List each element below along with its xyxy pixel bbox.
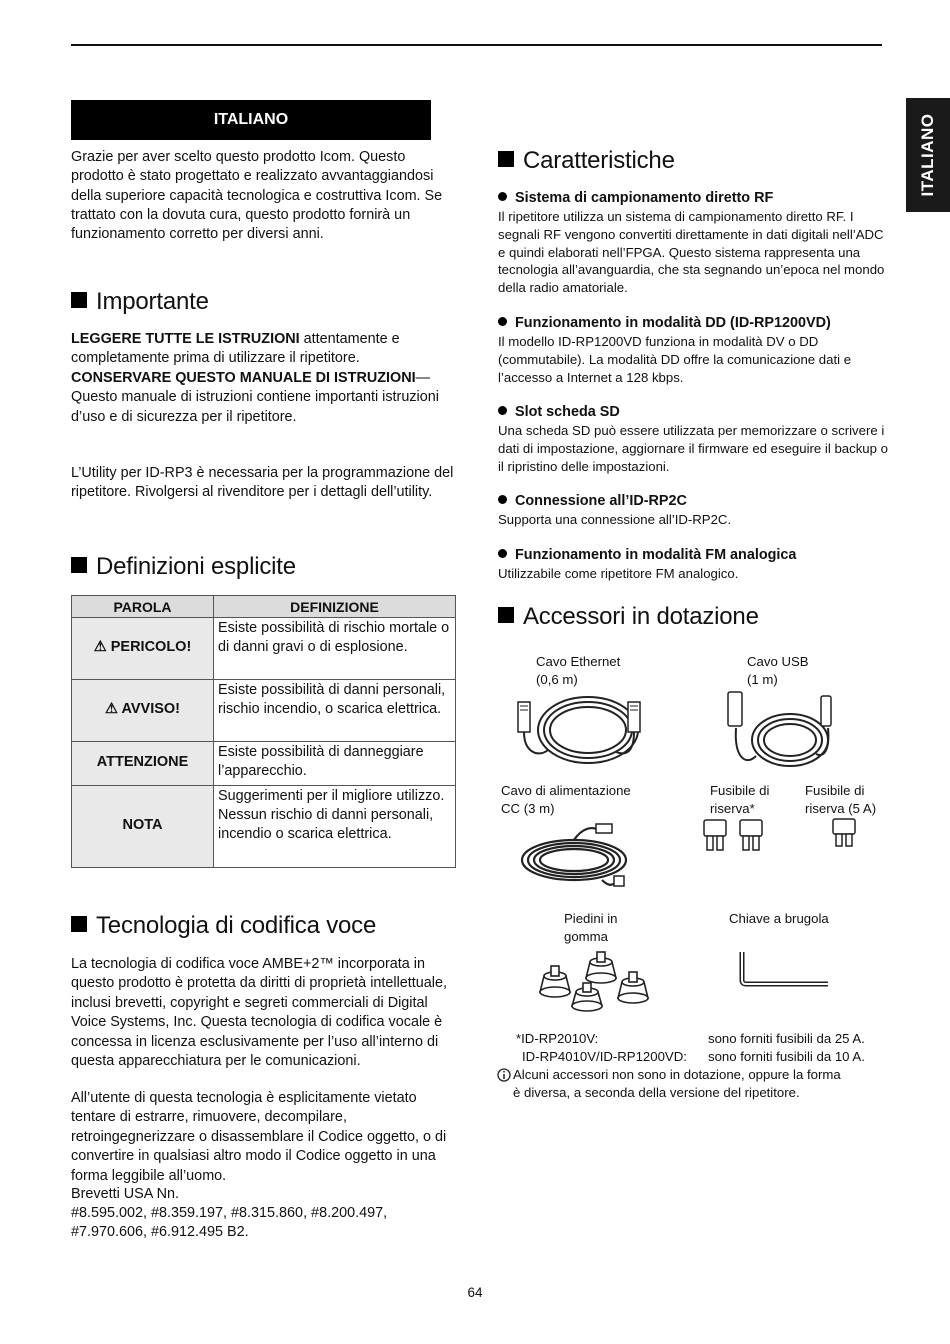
feature-heading: Connessione all’ID-RP2C <box>498 493 687 509</box>
spare-fuse-image-1 <box>700 816 770 856</box>
square-bullet-icon <box>71 557 87 573</box>
table-row <box>72 618 456 680</box>
language-header-label: ITALIANO <box>213 111 289 128</box>
row-definition-cell: Esiste possibilità di danni personali, rischio incendio, o scarica elettrica. <box>214 680 456 742</box>
codifica-paragraph-2: All’utente di questa tecnologia è esplicitamente vietato tentare di estrarre, rimuovere, decompilare, retroingegnerizzare o disassemblare il Codice oggetto, o di convertire in qualsiasi altro modo il Codice oggetto in una forma leggibile all’uomo. <box>71 1090 447 1184</box>
square-bullet-icon <box>498 607 514 623</box>
section-title-definizioni: Definizioni esplicite <box>71 553 296 581</box>
codifica-patents: #8.595.002, #8.359.197, #8.315.860, #8.200.497, #7.970.606, #6.912.495 B2. <box>71 1205 388 1241</box>
row-definition-cell: Esiste possibilità di danneggiare l’apparecchio. <box>214 742 456 786</box>
importante-paragraph-2: CONSERVARE QUESTO MANUALE DI ISTRUZIONI— Questo manuale di istruzioni contiene importanti istruzioni d’uso e di sicurezza per il ripetitore. <box>71 370 439 425</box>
fuse-note-text-1: sono forniti fusibili da 25 A. <box>708 1031 865 1046</box>
bullet-dot-icon <box>498 192 507 201</box>
row-definition-cell: Esiste possibilità di rischio mortale o di danni gravi o di esplosione. <box>214 618 456 680</box>
fuse-note-model-2: ID-RP4010V/ID-RP1200VD: <box>522 1049 687 1064</box>
feature-text: Il modello ID-RP1200VD funziona in modalità DV o DD (commutabile). La modalità DD offre la comunicazione dati e l’accesso a Internet a 128 kbps. <box>498 334 852 385</box>
spare-fuse-label-1: Fusibile di riserva* <box>710 783 770 816</box>
page-number: 64 <box>467 1285 483 1300</box>
importante-paragraph-3: L’Utility per ID-RP3 è necessaria per la programmazione del ripetitore. Rivolgersi al rivenditore per i dettagli dell’utility. <box>71 465 454 501</box>
section-title-accessori: Accessori in dotazione <box>498 603 759 631</box>
warning-triangle-icon: ⚠ <box>93 639 107 656</box>
feature-heading: Funzionamento in modalità DD (ID-RP1200VD) <box>498 315 831 331</box>
codifica-paragraph-1: La tecnologia di codifica voce AMBE+2™ incorporata in questo prodotto è protetta da diritti di proprietà intellettuale, inclusi brevetti, copyright e segreti commerciali di Digital Voice Systems, Inc. Questa tecnologia di codifica vocale è concessa in licenza esclusivamente per l’uso all’interno di questa apparecchiatura per le comunicazioni. <box>71 956 447 1070</box>
table-header-word: PAROLA <box>72 596 214 618</box>
codifica-paragraph-3: Brevetti USA Nn. <box>71 1186 179 1202</box>
ethernet-cable-label: Cavo Ethernet (0,6 m) <box>536 654 621 687</box>
spare-fuse-label-2: Fusibile di riserva (5 A) <box>805 783 877 816</box>
info-circle-icon <box>497 1068 511 1082</box>
version-note-line-1: Alcuni accessori non sono in dotazione, oppure la forma <box>513 1067 841 1082</box>
usb-cable-image <box>720 688 850 773</box>
rubber-feet-label: Piedini in gomma <box>564 911 618 944</box>
importante-bold-2: CONSERVARE QUESTO MANUALE DI ISTRUZIONI <box>71 370 416 386</box>
row-word-cell: ATTENZIONE <box>72 742 214 786</box>
feature-text: Una scheda SD può essere utilizzata per memorizzare o scrivere i dati di impostazione, aggiornare il firmware ed eseguire il backup o il ripristino delle impostazioni. <box>498 423 888 474</box>
warning-triangle-icon: ⚠ <box>104 701 118 718</box>
row-word-cell: ⚠ AVVISO! <box>72 680 214 742</box>
feature-text: Il ripetitore utilizza un sistema di campionamento diretto RF. I segnali RF vengono convertiti direttamente in dati digitali nell’ADC e quindi elaborati nell’FPGA. Questo sistema rappresenta una tecnologia all’avanguardia, che sta segnando un’epoca nel mondo della radio amatoriale. <box>498 209 885 296</box>
dc-cable-label: Cavo di alimentazione CC (3 m) <box>501 783 631 816</box>
hex-key-label: Chiave a brugola <box>729 911 829 926</box>
row-word-cell: NOTA <box>72 786 214 868</box>
version-note-line-2: è diversa, a seconda della versione del ripetitore. <box>513 1085 800 1100</box>
table-row <box>72 786 456 868</box>
feature-heading: Funzionamento in modalità FM analogica <box>498 547 796 563</box>
feature-heading: Slot scheda SD <box>498 404 620 420</box>
usb-cable-label: Cavo USB (1 m) <box>747 654 809 687</box>
table-header-definition: DEFINIZIONE <box>214 596 456 618</box>
row-word-cell: ⚠ PERICOLO! <box>72 618 214 680</box>
definitions-table <box>71 595 456 868</box>
row-definition-cell: Suggerimenti per il migliore utilizzo. Nessun rischio di danni personali, incendio o scarica elettrica. <box>214 786 456 868</box>
language-side-tab <box>906 98 950 212</box>
hex-key-image <box>736 950 832 990</box>
table-row <box>72 680 456 742</box>
table-row <box>72 742 456 786</box>
importante-bold-1: LEGGERE TUTTE LE ISTRUZIONI <box>71 331 300 347</box>
intro-paragraph: Grazie per aver scelto questo prodotto Icom. Questo prodotto è stato progettato e realizzato avvantaggiandosi della superiore capacità tecnologica e costruttiva Icom. Se trattato con la dovuta cura, questo prodotto fornirà un funzionamento corretto per diversi anni. <box>71 149 443 243</box>
fuse-note-text-2: sono forniti fusibili da 10 A. <box>708 1049 865 1064</box>
bullet-dot-icon <box>498 317 507 326</box>
bullet-dot-icon <box>498 495 507 504</box>
bullet-dot-icon <box>498 549 507 558</box>
feature-text: Utilizzabile come ripetitore FM analogico. <box>498 566 739 581</box>
fuse-note-model-1: *ID-RP2010V: <box>516 1031 599 1046</box>
section-title-codifica: Tecnologia di codifica voce <box>71 912 376 940</box>
importante-paragraph-1: LEGGERE TUTTE LE ISTRUZIONI attentamente e completamente prima di utilizzare il ripetitore. <box>71 331 400 367</box>
square-bullet-icon <box>71 292 87 308</box>
section-title-caratteristiche: Caratteristiche <box>498 147 675 175</box>
section-title-importante: Importante <box>71 288 209 316</box>
square-bullet-icon <box>498 151 514 167</box>
feature-text: Supporta una connessione all’ID-RP2C. <box>498 512 732 527</box>
spare-fuse-image-2 <box>828 816 862 850</box>
language-header-bar <box>71 100 431 140</box>
top-rule <box>71 44 882 46</box>
ethernet-cable-image <box>508 692 658 772</box>
rubber-feet-image <box>536 948 662 1014</box>
square-bullet-icon <box>71 916 87 932</box>
dc-power-cable-image <box>512 818 642 890</box>
bullet-dot-icon <box>498 406 507 415</box>
feature-heading: Sistema di campionamento diretto RF <box>498 190 773 206</box>
side-tab-label: ITALIANO <box>918 113 937 197</box>
